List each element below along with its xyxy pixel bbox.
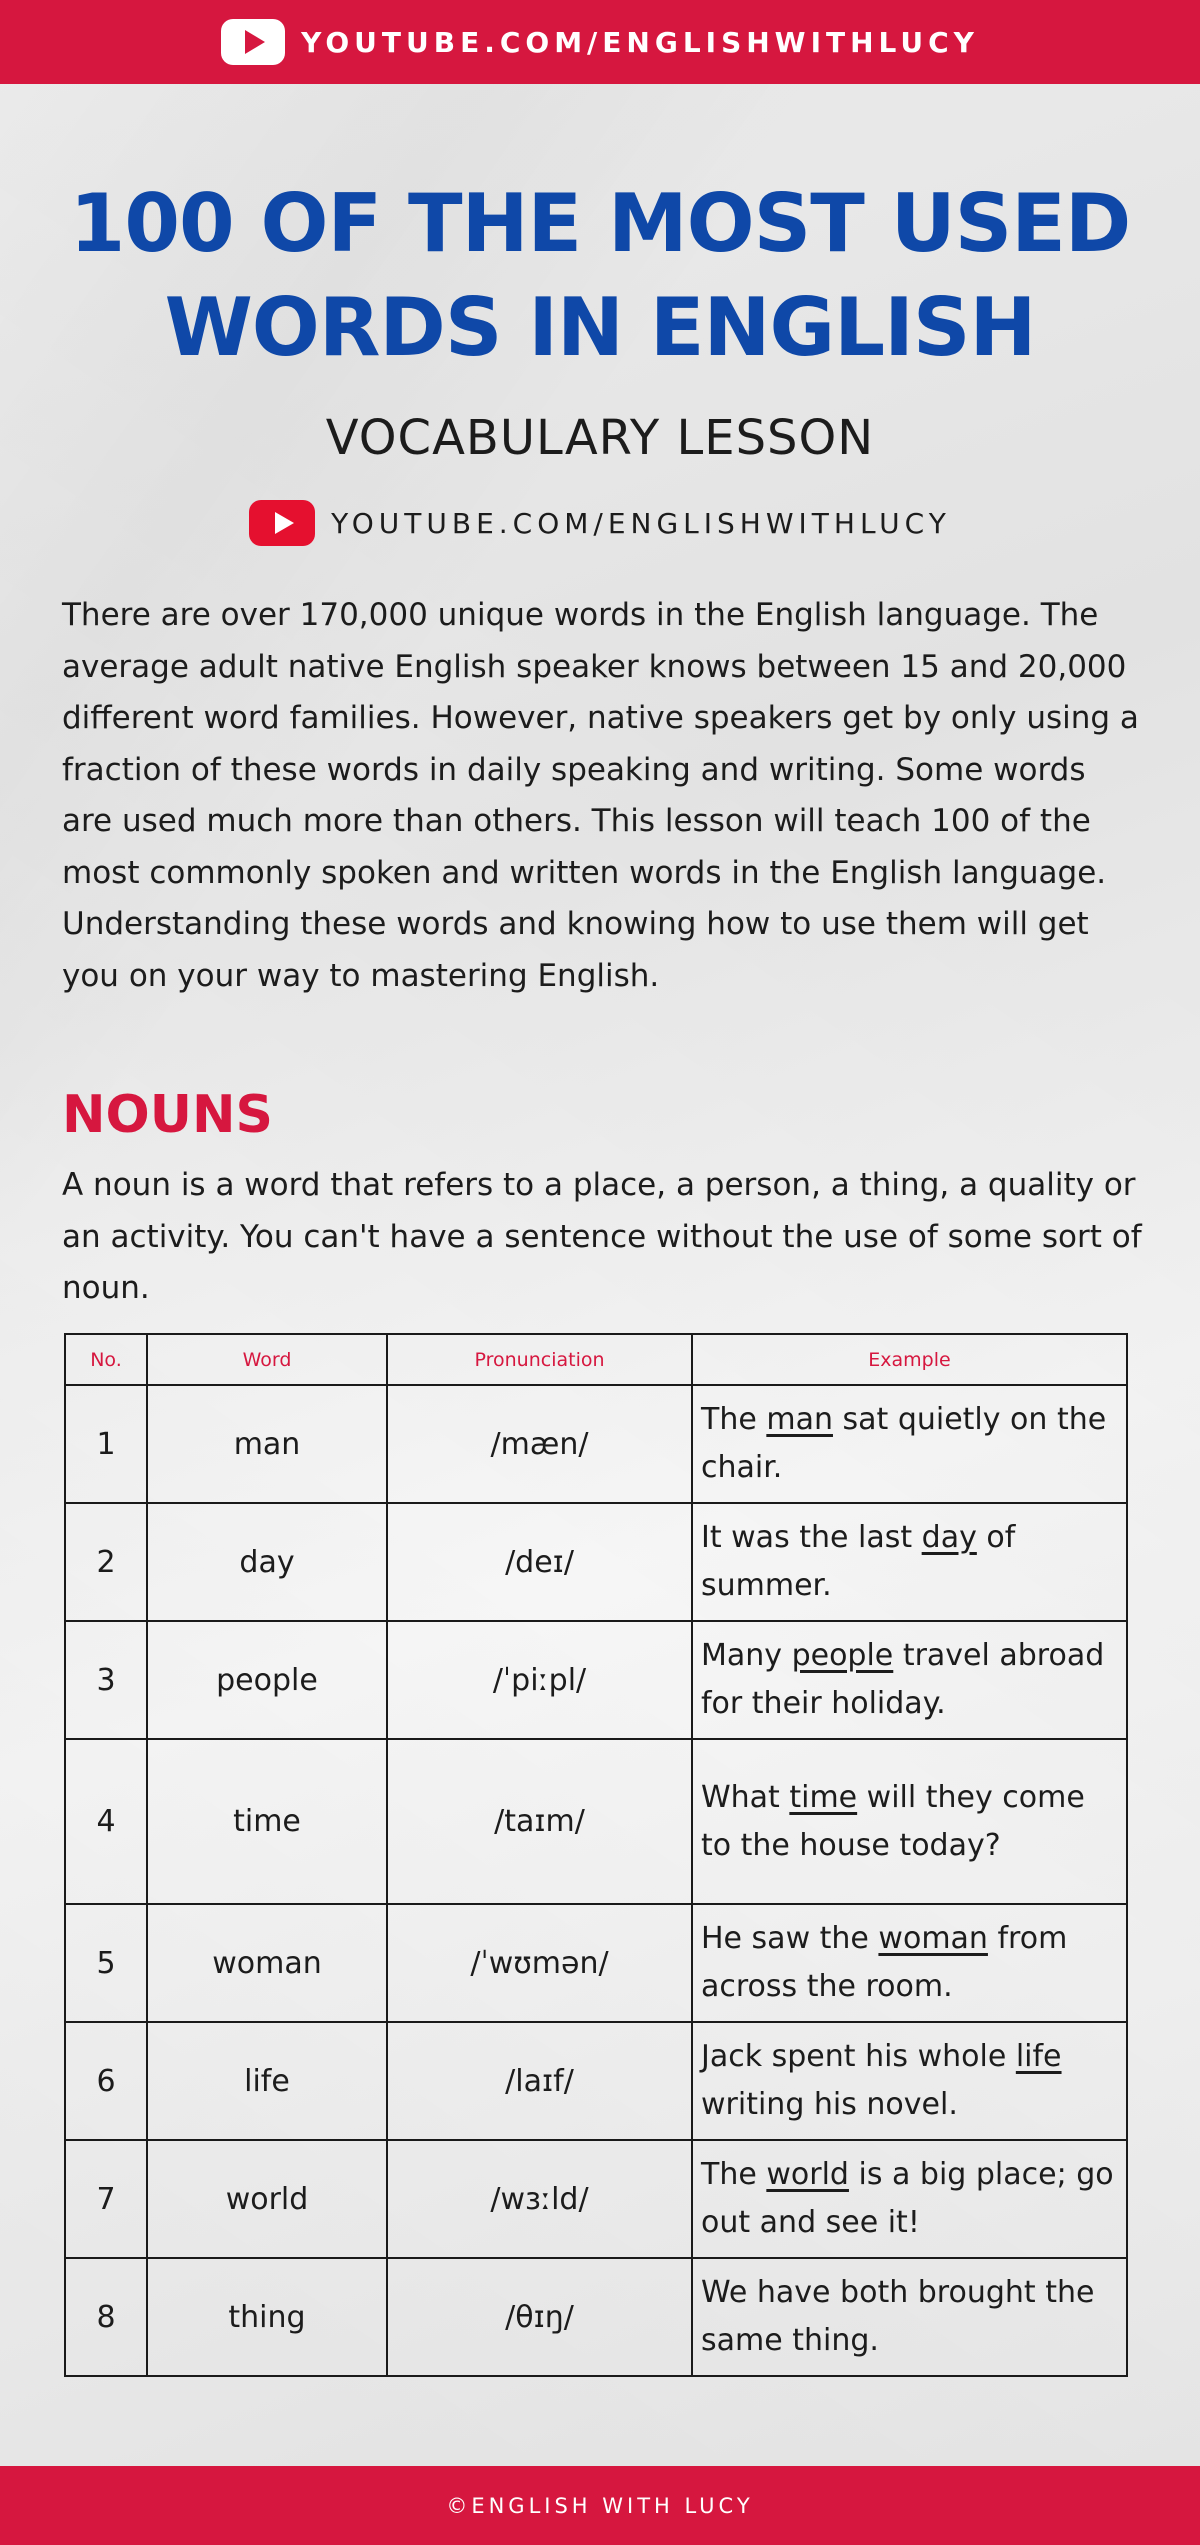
row-number: 5 [65,1904,147,2022]
example-text: He saw the [701,1921,879,1956]
row-example [692,1621,1127,1739]
row-pronunciation: /ˈwʊmən/ [387,1904,692,2022]
footer-banner [0,2466,1200,2545]
page-title [0,172,1200,380]
example-text: Many [701,1638,792,1673]
example-text: What [701,1779,790,1815]
example-keyword: life [1015,2039,1062,2074]
row-word: woman [147,1904,387,2022]
example-keyword: day [921,1520,977,1555]
row-example [692,2140,1127,2258]
header-no: No. [65,1334,147,1385]
header-example: Example [692,1334,1127,1385]
row-number: 2 [65,1503,147,1621]
header-pronunciation: Pronunciation [387,1334,692,1385]
example-text: Jack spent his whole [701,2039,1016,2074]
row-pronunciation: /mæn/ [387,1385,692,1503]
example-text: will they come to the house today? [701,1779,1085,1863]
intro-paragraph: There are over 170,000 unique words in the English language. The average adult native English speaker knows between 15 and 20,000 different word families. However, native speakers get by only using a fraction of these words in daily speaking and writing. Some words are used much more than others. This lesson will teach 100 of the most commonly spoken and written words in the English language. Understanding these words and knowing how to use them will get you on your way to mastering English. [62,597,1139,994]
row-word: time [147,1739,387,1904]
row-pronunciation: /θɪŋ/ [387,2258,692,2376]
example-text: from across the room. [701,1921,1068,2004]
row-example [692,1739,1127,1904]
title-line-2: WORDS IN ENGLISH [164,281,1036,374]
table-row [65,1739,1127,1904]
table-row [65,1904,1127,2022]
channel-link[interactable] [0,498,1200,548]
channel-url[interactable]: YOUTUBE.COM/ENGLISHWITHLUCY [331,506,951,540]
table-row [65,2140,1127,2258]
example-text: sat quietly on the chair. [701,1402,1107,1485]
nouns-table [64,1333,1128,2377]
header-word: Word [147,1334,387,1385]
row-word: day [147,1503,387,1621]
row-example [692,2258,1127,2376]
row-pronunciation: /laɪf/ [387,2022,692,2140]
example-text: travel abroad for their holiday. [701,1638,1105,1721]
example-keyword: man [766,1402,833,1437]
youtube-icon[interactable] [221,19,285,65]
youtube-icon[interactable] [249,500,315,546]
example-text: It was the last [701,1520,922,1555]
row-pronunciation: /taɪm/ [387,1739,692,1904]
example-keyword: woman [878,1921,988,1956]
table-row [65,1385,1127,1503]
nouns-description: A noun is a word that refers to a place, a person, a thing, a quality or an activity. You can't have a sentence without the use of some sort of noun. [62,1167,1142,1306]
subtitle: VOCABULARY LESSON [325,410,875,466]
row-example [692,1904,1127,2022]
row-number: 3 [65,1621,147,1739]
table-row [65,1621,1127,1739]
header-url-link[interactable]: YOUTUBE.COM/ENGLISHWITHLUCY [301,25,979,59]
row-word: world [147,2140,387,2258]
row-example [692,1385,1127,1503]
row-word: man [147,1385,387,1503]
section-title-nouns: NOUNS [62,1085,273,1145]
example-text: We have both brought the same thing. [701,2275,1095,2358]
row-example [692,2022,1127,2140]
row-number: 4 [65,1739,147,1904]
example-text: The [701,2157,767,2192]
table-row [65,2022,1127,2140]
top-banner [0,0,1200,84]
row-pronunciation: /ˈpiːpl/ [387,1621,692,1739]
row-word: thing [147,2258,387,2376]
example-text: is a big place; go out and see it! [701,2157,1114,2240]
footer-copyright: ©ENGLISH WITH LUCY [446,2493,754,2518]
example-text: writing his novel. [701,2087,958,2122]
table-row [65,1503,1127,1621]
table-header-row [65,1334,1127,1385]
row-pronunciation: /deɪ/ [387,1503,692,1621]
row-word: people [147,1621,387,1739]
row-pronunciation: /wɜːld/ [387,2140,692,2258]
table-row [65,2258,1127,2376]
row-number: 1 [65,1385,147,1503]
example-keyword: world [766,2157,849,2192]
example-keyword: people [791,1638,894,1673]
example-keyword: time [789,1779,858,1815]
row-number: 8 [65,2258,147,2376]
example-text: The [701,1402,767,1437]
title-line-1: 100 OF THE MOST USED [69,177,1131,270]
row-example [692,1503,1127,1621]
row-number: 7 [65,2140,147,2258]
example-text: of summer. [701,1520,1016,1603]
row-number: 6 [65,2022,147,2140]
row-word: life [147,2022,387,2140]
